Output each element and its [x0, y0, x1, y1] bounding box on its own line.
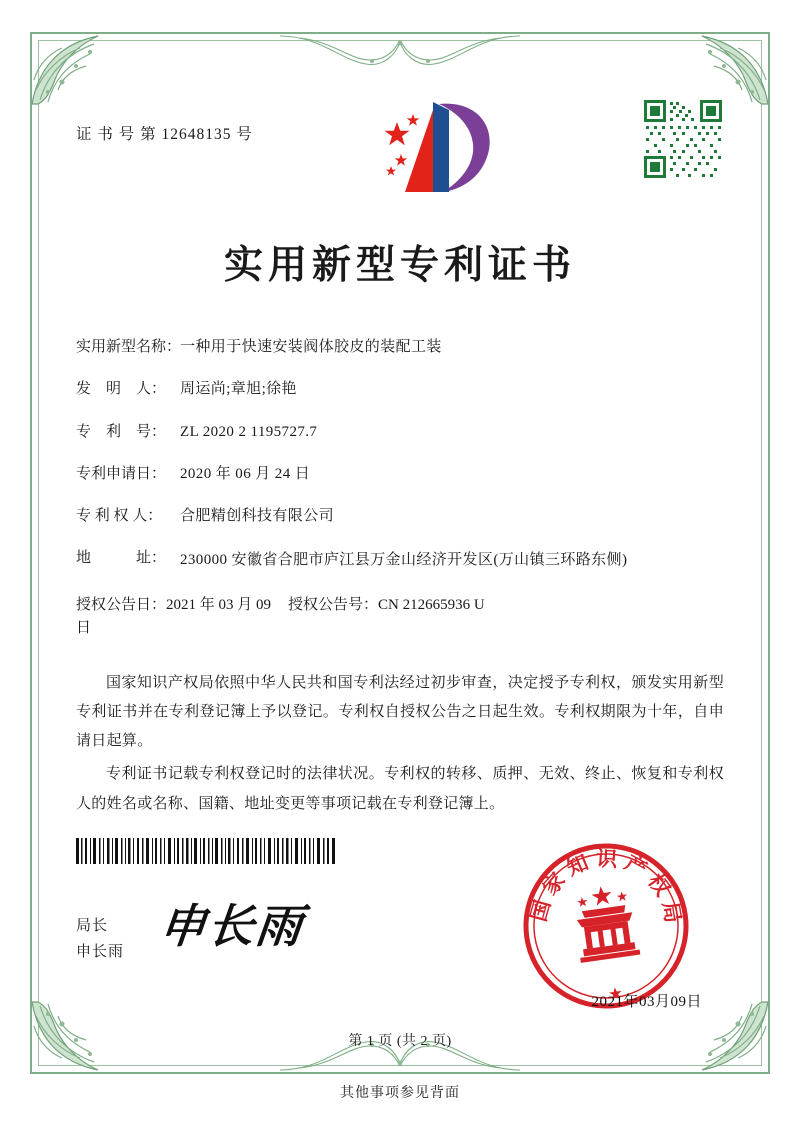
seal-date: 2021年03月09日 [591, 994, 702, 1010]
field-label: 专 利 号： [76, 423, 167, 440]
grant-date-label: 授权公告日： [76, 597, 167, 613]
paragraph-2: 专利证书记载专利权登记时的法律状况。专利权的转移、质押、无效、终止、恢复和专利权人的姓名或名称、国籍、地址变更等事项记载在专利登记簿上。 [76, 766, 724, 812]
cnipa-logo-icon [377, 96, 507, 204]
field-value: ZL 2020 2 1195727.7 [180, 423, 318, 440]
field-label: 实用新型名称： [76, 339, 182, 355]
field-row-patent-number [76, 421, 724, 444]
signature-labels [76, 906, 124, 965]
edge-ornament-top [280, 30, 520, 76]
field-row-inventor [76, 378, 724, 401]
legal-paragraphs [76, 669, 724, 819]
qr-code [642, 98, 724, 180]
page-title: 实用新型专利证书 [223, 242, 576, 288]
field-value: 230000 安徽省合肥市庐江县万金山经济开发区(万山镇三环路东侧) [180, 552, 628, 569]
official-seal [518, 838, 694, 1014]
grant-number-value: CN 212665936 U [378, 597, 485, 613]
page-number: 第 1 页 (共 2 页) [348, 1034, 452, 1049]
field-label: 专 利 权 人： [76, 508, 163, 524]
grant-date-value: 2021 年 03 月 09 日 [76, 597, 272, 637]
field-value: 周运尚;章旭;徐艳 [180, 381, 297, 398]
grant-number-label: 授权公告号： [288, 597, 379, 613]
field-label: 专利申请日： [76, 465, 167, 482]
handwritten-signature: 申长雨 [156, 899, 307, 953]
field-value: 合肥精创科技有限公司 [180, 508, 335, 524]
footer-area [76, 838, 724, 1038]
field-row-application-date [76, 463, 724, 486]
field-label: 地 址： [76, 550, 167, 567]
field-row-patentee [76, 505, 724, 528]
field-row-grant-notice [76, 594, 724, 641]
barcode [76, 838, 336, 864]
svg-text:国家知识产权局: 国家知识产权局 [525, 845, 688, 931]
certificate-content [76, 96, 724, 823]
footer-note: 其他事项参见背面 [340, 1086, 460, 1101]
paragraph-1: 国家知识产权局依照中华人民共和国专利法经过初步审查，决定授予专利权，颁发实用新型专利证书并在专利登记簿上予以登记。专利权自授权公告之日起生效。专利权期限为十年，自申请日起算。 [76, 674, 724, 749]
director-name-label: 申长雨 [76, 943, 125, 960]
field-row-utility-model-name [76, 336, 724, 359]
certificate-number: 证 书 号 第 12648135 号 [76, 126, 253, 143]
header-row [76, 96, 724, 208]
fields-list [76, 336, 724, 641]
director-role-label: 局长 [76, 918, 109, 934]
field-row-address [76, 547, 724, 575]
field-label: 发 明 人： [76, 381, 167, 398]
field-value: 一种用于快速安装阀体胶皮的装配工装 [180, 339, 442, 355]
field-value: 2020 年 06 月 24 日 [180, 465, 311, 482]
